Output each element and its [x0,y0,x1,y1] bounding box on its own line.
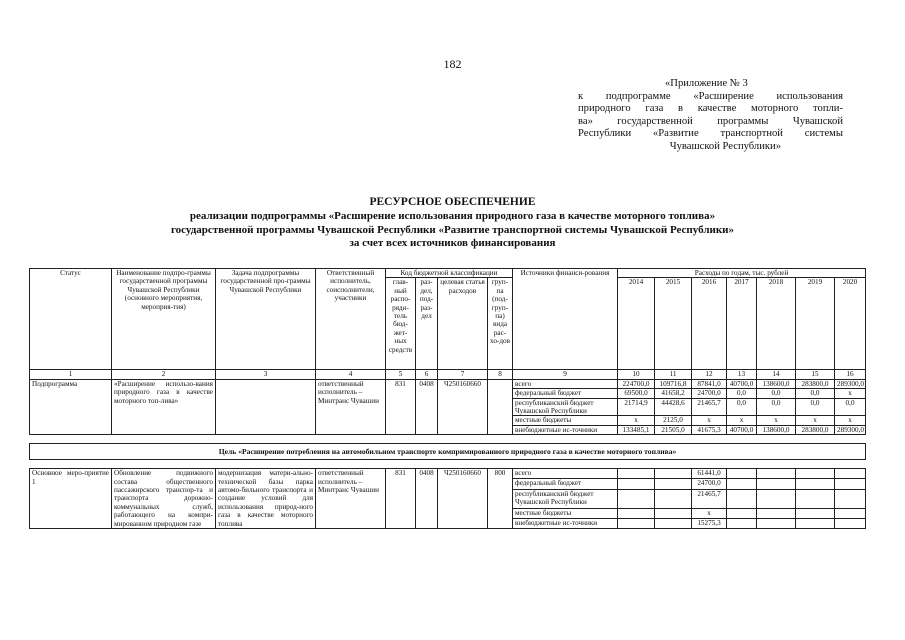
row-status: Подпрограмма [30,379,112,434]
row-target: Ч250160660 [438,469,488,529]
value-cell: 44428,6 [655,398,692,416]
source-cell: местные бюджеты [513,416,618,425]
value-cell: х [618,416,655,425]
header-year: 2020 [835,278,866,370]
value-cell [618,479,655,489]
header-name: Наименование подпро-граммы государственной программы Чувашской Республики (основного мероприятия, мероприя-тия) [112,269,216,370]
value-cell: 0,0 [757,389,796,398]
spacer-cell [30,435,866,444]
row-section: 0408 [416,379,438,434]
value-cell: х [796,416,835,425]
value-cell [757,469,796,479]
col-number: 10 [618,370,655,379]
header-task: Задача подпрограммы государственной про-граммы Чувашской Республики [216,269,316,370]
source-cell: республиканский бюджет Чувашской Республики [513,489,618,508]
value-cell: 61441,0 [692,469,727,479]
value-cell [727,489,757,508]
value-cell: 87841,0 [692,379,727,388]
col-number: 11 [655,370,692,379]
value-cell [727,518,757,528]
header-year: 2016 [692,278,727,370]
value-cell [655,469,692,479]
value-cell [655,489,692,508]
value-cell: 283800,0 [796,425,835,434]
value-cell: х [835,389,866,398]
col-number: 15 [796,370,835,379]
value-cell [757,518,796,528]
source-cell: федеральный бюджет [513,389,618,398]
source-cell: внебюджетные ис-точники [513,518,618,528]
appendix-line: природного газа в качестве моторного топли- [578,103,843,115]
appendix-line: Чувашской Республики» [669,140,781,152]
header-grbs: глав-ный распо-ряди-тель бюд-жет-ных средств [386,278,416,370]
value-cell: 138600,0 [757,425,796,434]
header-status: Статус [30,269,112,370]
value-cell: х [835,416,866,425]
row-target: Ч250160660 [438,379,488,434]
value-cell [618,489,655,508]
appendix-line: к подпрограмме «Расширение использования [578,90,843,102]
value-cell: 138600,0 [757,379,796,388]
value-cell [796,479,835,489]
spacer-row [30,435,866,444]
source-cell: республиканский бюджет Чувашской Республики [513,398,618,416]
value-cell [796,518,835,528]
value-cell [757,489,796,508]
header-group: груп-па (под-груп-па) вида рас-хо-дов [488,278,513,370]
value-cell: х [757,416,796,425]
value-cell [757,479,796,489]
value-cell: х [692,416,727,425]
source-cell: всего [513,469,618,479]
goal-row [30,444,866,460]
header-executor: Ответственный исполнитель, соисполнители, участники [316,269,386,370]
spacer-row [30,460,866,469]
page-number: 182 [443,57,462,71]
col-number: 14 [757,370,796,379]
col-number: 2 [112,370,216,379]
value-cell: 0,0 [796,398,835,416]
col-number: 6 [416,370,438,379]
row-section: 0408 [416,469,438,529]
row-name: «Расширение использо-вания природного газа в качестве моторного топ-лива» [112,379,216,434]
title-line: РЕСУРСНОЕ ОБЕСПЕЧЕНИЕ [369,196,536,208]
value-cell [757,508,796,518]
source-cell: местные бюджеты [513,508,618,518]
resource-table [29,268,866,529]
value-cell: х [727,416,757,425]
value-cell [655,479,692,489]
col-number: 16 [835,370,866,379]
value-cell: х [692,508,727,518]
value-cell: 0,0 [796,389,835,398]
goal-text: Цель «Расширение потребления на автомобильном транспорте компримированного природного газа в качестве моторного топлива» [30,444,866,460]
appendix-note [578,78,843,154]
value-cell: 109716,8 [655,379,692,388]
value-cell [796,508,835,518]
value-cell: 21465,7 [692,398,727,416]
value-cell [835,508,866,518]
value-cell: 41675,3 [692,425,727,434]
value-cell: 289300,0 [835,425,866,434]
value-cell [835,479,866,489]
col-number: 13 [727,370,757,379]
value-cell [727,479,757,489]
value-cell: 289300,0 [835,379,866,388]
value-cell: 283800,0 [796,379,835,388]
appendix-line: «Приложение № 3 [665,78,748,89]
value-cell [655,518,692,528]
source-cell: внебюджетные ис-точники [513,425,618,434]
header-target: целевая статья расходов [438,278,488,370]
value-cell [727,469,757,479]
col-number: 9 [513,370,618,379]
header-year: 2015 [655,278,692,370]
value-cell: 21465,7 [692,489,727,508]
col-number: 5 [386,370,416,379]
row-group: 800 [488,469,513,529]
row-task: модернизация матери-ально-технической базы парка автомо-бильного транспорта и создание условий для использования природ-ного газа в качестве моторного топлива [216,469,316,529]
row-name: Обновление подвижного состава общественного пассажирского транспор-та и транспорта дорожно-коммунальных служб, работающего на компри-мированном природном газе [112,469,216,529]
value-cell: 15275,3 [692,518,727,528]
col-number: 3 [216,370,316,379]
col-number: 7 [438,370,488,379]
value-cell [835,489,866,508]
appendix-line: ва» государственной программы Чувашской [578,115,843,127]
row-group [488,379,513,434]
title-line: государственной программы Чувашской Республики «Развитие транспортной системы Чувашской Республики» [170,223,735,236]
value-cell: 224700,0 [618,379,655,388]
value-cell: 133485,1 [618,425,655,434]
document-title [0,196,905,251]
value-cell [655,508,692,518]
value-cell: 41658,2 [655,389,692,398]
value-cell [618,508,655,518]
header-year: 2014 [618,278,655,370]
value-cell: 0,0 [727,398,757,416]
title-line: за счет всех источников финансирования [349,237,556,250]
column-number-row [30,370,866,379]
row-status: Основное меро-приятие 1 [30,469,112,529]
header-row [30,269,866,278]
col-number: 4 [316,370,386,379]
value-cell [618,469,655,479]
col-number: 8 [488,370,513,379]
value-cell: 2125,0 [655,416,692,425]
header-year: 2018 [757,278,796,370]
value-cell [796,489,835,508]
value-cell: 24700,0 [692,479,727,489]
source-cell: федеральный бюджет [513,479,618,489]
header-expenses: Расходы по годам, тыс. рублей [618,269,866,278]
value-cell: 69500,0 [618,389,655,398]
value-cell: 0,0 [727,389,757,398]
source-cell: всего [513,379,618,388]
header-year: 2019 [796,278,835,370]
row-executor: ответственный исполнитель – Минтранс Чувашии [316,469,386,529]
row-task [216,379,316,434]
header-budget-code: Код бюджетной классификации [386,269,513,278]
value-cell [835,518,866,528]
value-cell: 0,0 [757,398,796,416]
row-grbs: 831 [386,379,416,434]
value-cell: 21505,0 [655,425,692,434]
value-cell: 0,0 [835,398,866,416]
header-year: 2017 [727,278,757,370]
row-executor: ответственный исполнитель – Минтранс Чувашии [316,379,386,434]
value-cell [835,469,866,479]
table-row [30,469,866,479]
appendix-line: Республики «Развитие транспортной системы [578,128,843,140]
value-cell: 21714,9 [618,398,655,416]
col-number: 1 [30,370,112,379]
value-cell: 24700,0 [692,389,727,398]
header-section: раз-дел, под-раз-дел [416,278,438,370]
value-cell [727,508,757,518]
table-row [30,379,866,388]
title-line: реализации подпрограммы «Расширение использования природного газа в качестве моторного топлива» [189,209,716,222]
value-cell [618,518,655,528]
col-number: 12 [692,370,727,379]
value-cell: 40700,0 [727,379,757,388]
spacer-cell [30,460,866,469]
header-sources: Источники финанси-рования [513,269,618,370]
value-cell: 40700,0 [727,425,757,434]
value-cell [796,469,835,479]
row-grbs: 831 [386,469,416,529]
